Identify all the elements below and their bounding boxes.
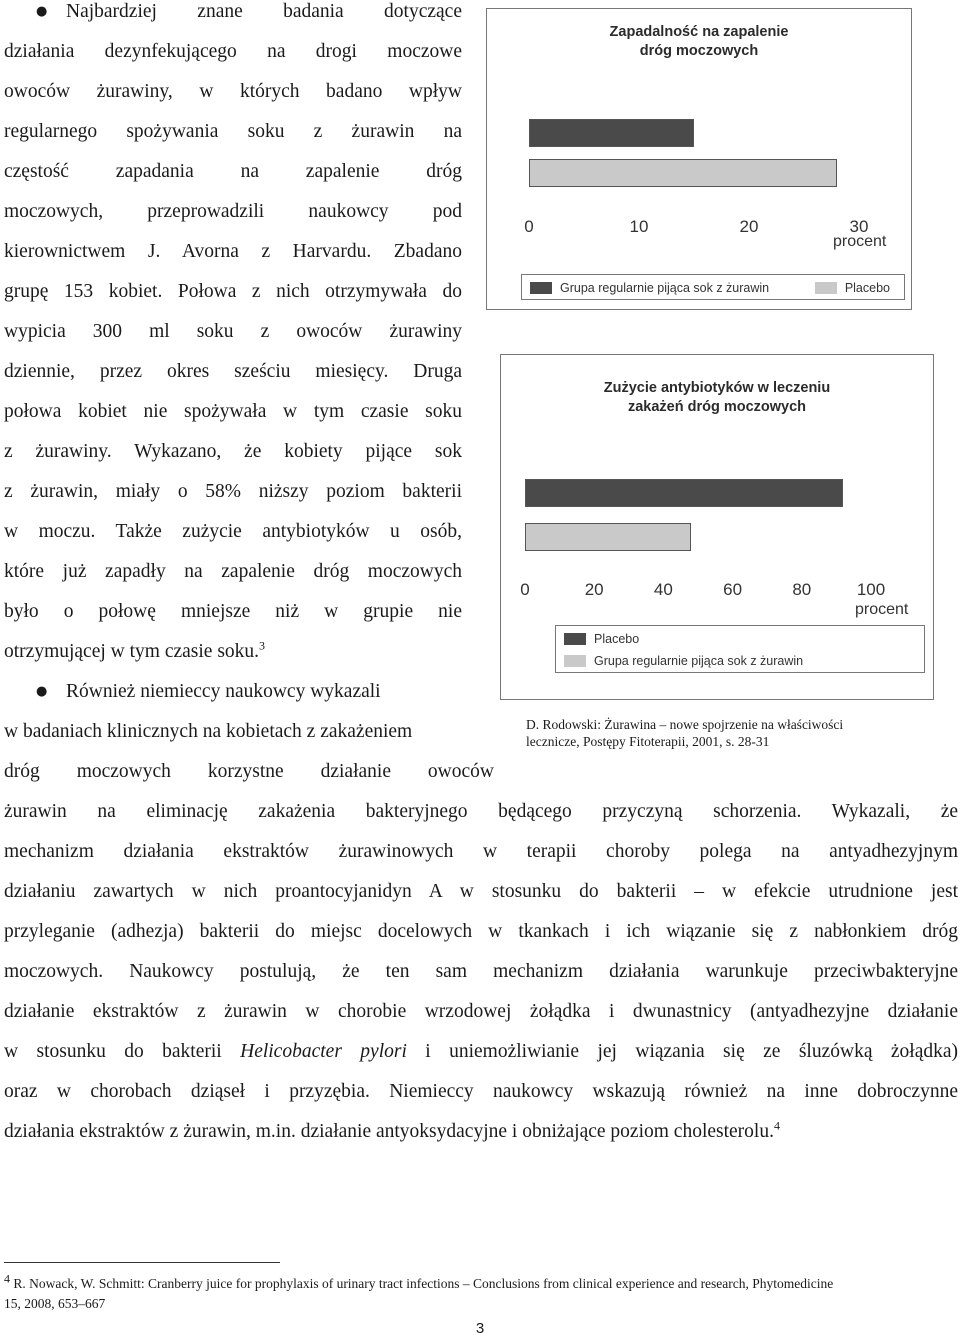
- ticks: [520, 580, 886, 600]
- figure-caption: [526, 716, 843, 750]
- axis-unit: procent: [833, 233, 887, 250]
- text-line: żurawin na eliminację zakażenia bakteryjnego będącego przyczyną schorzenia. Wykazali, że: [4, 801, 958, 822]
- swatch-juice: [530, 282, 552, 294]
- legend-label: Grupa regularnie pijąca sok z żurawin: [560, 281, 770, 295]
- text-line: działaniu zawartych w nich proantocyjanidyn A w stosunku do bakterii – w efekcie utrudnione jest: [4, 881, 958, 902]
- paragraph-2-body: [4, 792, 958, 1152]
- text-line: dróg moczowych korzystne działanie owoców: [4, 761, 494, 782]
- swatch-placebo: [815, 282, 837, 294]
- bar-first: [529, 119, 694, 147]
- text-line: [4, 1112, 958, 1152]
- text-line: połowa kobiet nie spożywała w tym czasie soku: [4, 401, 462, 422]
- page-number: 3: [475, 1320, 485, 1337]
- text-line: w moczu. Także zużycie antybiotyków u osób,: [4, 521, 462, 542]
- legend-label: Grupa regularnie pijąca sok z żurawin: [594, 654, 804, 668]
- axis-unit: procent: [855, 601, 909, 618]
- text-segment: w stosunku do bakterii: [4, 1041, 241, 1062]
- legend: [521, 274, 905, 300]
- chart-title-line: Zapadalność na zapalenie: [609, 24, 789, 40]
- text-line: [4, 1032, 958, 1072]
- footnote-line: 15, 2008, 653–667: [4, 1296, 106, 1311]
- bullet-marker: ●: [36, 4, 48, 19]
- legend-label: Placebo: [844, 281, 890, 295]
- tick-label: 40: [653, 580, 673, 599]
- text-line: które już zapadły na zapalenie dróg moczowych: [4, 561, 462, 582]
- bar-second: [525, 523, 691, 551]
- bar-second: [529, 159, 837, 187]
- tick-label: 10: [629, 217, 649, 236]
- tick-label: 30: [849, 217, 869, 236]
- caption-line: lecznicze, Postępy Fitoterapii, 2001, s. 28-31: [526, 734, 770, 749]
- text-line: przyleganie (adhezja) bakterii do miejsc docelowych w tkankach i ich wiązanie się z nabłonkiem dróg: [4, 921, 958, 942]
- text-line: w badaniach klinicznych na kobietach z zakażeniem: [4, 721, 413, 742]
- chart-title-line: zakażeń dróg moczowych: [627, 399, 807, 415]
- text-line: moczowych, przeprowadzili naukowcy pod: [4, 201, 462, 222]
- footnote-ref: 3: [259, 638, 266, 653]
- text-line: owoców żurawiny, w których badano wpływ: [4, 81, 462, 102]
- text-line: Najbardziej znane badania dotyczące: [66, 1, 462, 22]
- text-line: mechanizm działania ekstraktów żurawinowych w terapii choroby polega na antyadhezyjnym: [4, 841, 958, 862]
- legend-item: [815, 281, 890, 295]
- text-line: z żurawiny. Wykazano, że kobiety pijące sok: [4, 441, 462, 462]
- text-line: dziennie, przez okres sześciu miesięcy. Druga: [4, 361, 462, 382]
- tick-label: 20: [739, 217, 759, 236]
- legend-item: [564, 632, 639, 646]
- text-line: grupę 153 kobiet. Połowa z nich otrzymywała do: [4, 281, 462, 302]
- bullet-marker: ●: [36, 684, 48, 699]
- species-name: Helicobacter pylori: [240, 1041, 407, 1062]
- text-line: działanie ekstraktów z żurawin w chorobie wrzodowej żołądka i dwunastnicy (antyadhezyjne działanie: [4, 1001, 958, 1022]
- text-line: [4, 632, 462, 672]
- paragraph-2-intro: [4, 672, 494, 792]
- swatch-juice: [564, 655, 586, 667]
- text-line: moczowych. Naukowcy postulują, że ten sam mechanizm działania warunkuje przeciwbakteryjne: [4, 961, 958, 982]
- ticks: [524, 217, 869, 237]
- legend: [555, 625, 925, 673]
- legend-item: [530, 281, 769, 295]
- text-line: z żurawin, miały o 58% niższy poziom bakterii: [4, 481, 462, 502]
- chart-antibiotics: [500, 354, 934, 700]
- footnote-line: [4, 1271, 958, 1294]
- chart-title-line: dróg moczowych: [639, 43, 759, 59]
- tick-label: 0: [520, 580, 530, 599]
- chart-title-line: Zużycie antybiotyków w leczeniu: [603, 380, 831, 396]
- footnote-divider: [4, 1262, 280, 1263]
- footnote-ref: 4: [773, 1118, 780, 1133]
- legend-label: Placebo: [594, 632, 640, 646]
- text-line: kierownictwem J. Avorna z Harvardu. Zbadano: [4, 241, 462, 262]
- swatch-placebo: [564, 633, 586, 645]
- text-line: oraz w chorobach dziąseł i przyzębia. Niemieccy naukowcy wskazują również na inne dobroczynne: [4, 1081, 958, 1102]
- text-line: działania dezynfekującego na drogi moczowe: [4, 41, 462, 62]
- legend-item: [564, 654, 803, 668]
- text-line-content: działania ekstraktów z żurawin, m.in. działanie antyoksydacyjne i obniżające poziom cholesterolu.: [4, 1121, 774, 1142]
- text-line: wypicia 300 ml soku z owoców żurawiny: [4, 321, 462, 342]
- plot-area: [529, 99, 859, 209]
- footnote-number: 4: [4, 1271, 10, 1286]
- footnote-text: R. Nowack, W. Schmitt: Cranberry juice for prophylaxis of urinary tract infections – Conclusions from clinical experience and research, Phytomedicine: [10, 1276, 834, 1291]
- text-line-content: otrzymującej w tym czasie soku.: [4, 641, 260, 662]
- tick-label: 20: [584, 580, 604, 599]
- plot-area: [525, 451, 871, 561]
- footnote: [4, 1271, 958, 1314]
- tick-label: 0: [524, 217, 534, 236]
- paragraph-1: [4, 0, 462, 672]
- caption-line: D. Rodowski: Żurawina – nowe spojrzenie na właściwości: [526, 717, 844, 732]
- tick-label: 100: [856, 580, 886, 599]
- text-line: Również niemieccy naukowcy wykazali: [66, 681, 381, 702]
- tick-label: 60: [723, 580, 743, 599]
- text-line: częstość zapadania na zapalenie dróg: [4, 161, 462, 182]
- chart-incidence: [486, 8, 912, 310]
- text-line: regularnego spożywania soku z żurawin na: [4, 121, 462, 142]
- text-segment: i uniemożliwianie jej wiązania się ze śluzówką żołądka): [406, 1041, 959, 1062]
- tick-label: 80: [792, 580, 812, 599]
- bar-first: [525, 479, 843, 507]
- text-line: było o połowę mniejsze niż w grupie nie: [4, 601, 462, 622]
